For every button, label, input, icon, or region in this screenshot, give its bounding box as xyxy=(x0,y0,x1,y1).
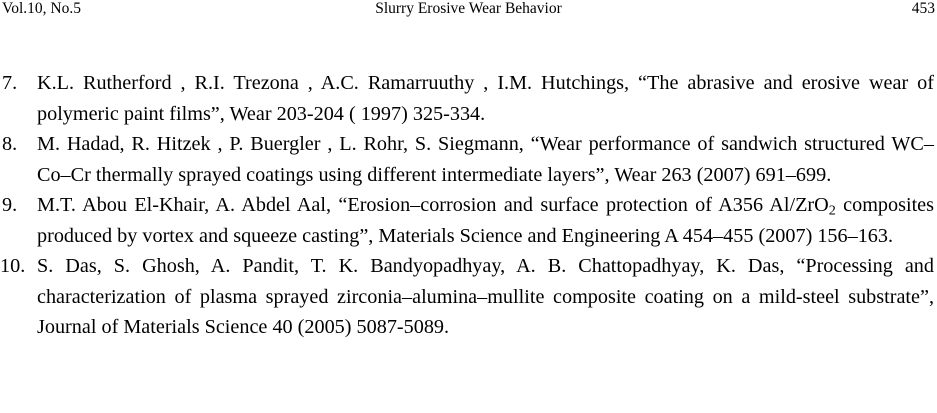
reference-item xyxy=(0,190,937,251)
subscript: 2 xyxy=(828,202,836,219)
page-number: 453 xyxy=(911,0,935,17)
running-title: Slurry Erosive Wear Behavior xyxy=(375,0,562,17)
reference-number: 8. xyxy=(2,133,18,155)
reference-item xyxy=(0,129,937,190)
reference-number: 10. xyxy=(0,255,26,277)
reference-number: 9. xyxy=(2,194,18,216)
reference-number: 7. xyxy=(2,72,18,94)
reference-item xyxy=(0,251,937,343)
reference-text: K.L. Rutherford , R.I. Trezona , A.C. Ramarruuthy , I.M. Hutchings, “The abrasive and erosive wear of polymeric paint films”, Wear 203-204 ( 1997) 325-334. xyxy=(37,72,934,125)
reference-text-part2: composites produced by vortex and squeeze casting”, Materials Science and Engineering A 454–455 (2007) 156–163. xyxy=(37,194,934,247)
reference-item xyxy=(0,68,937,129)
page-header xyxy=(0,0,937,22)
reference-text: M. Hadad, R. Hitzek , P. Buergler , L. Rohr, S. Siegmann, “Wear performance of sandwich structured WC–Co–Cr thermally sprayed coatings using different intermediate layers”, Wear 263 (2007) 691–699. xyxy=(37,133,934,186)
journal-volume: Vol.10, No.5 xyxy=(2,0,81,17)
reference-text-part1: M.T. Abou El-Khair, A. Abdel Aal, “Erosion–corrosion and surface protection of A356 Al/ZrO xyxy=(37,194,829,216)
reference-text: S. Das, S. Ghosh, A. Pandit, T. K. Bandyopadhyay, A. B. Chattopadhyay, K. Das, “Processing and characterization of plasma sprayed zirconia–alumina–mullite composite coating on a mild-steel substrate”, Journal of Materials Science 40 (2005) 5087-5089. xyxy=(37,255,934,338)
reference-list xyxy=(0,68,937,343)
